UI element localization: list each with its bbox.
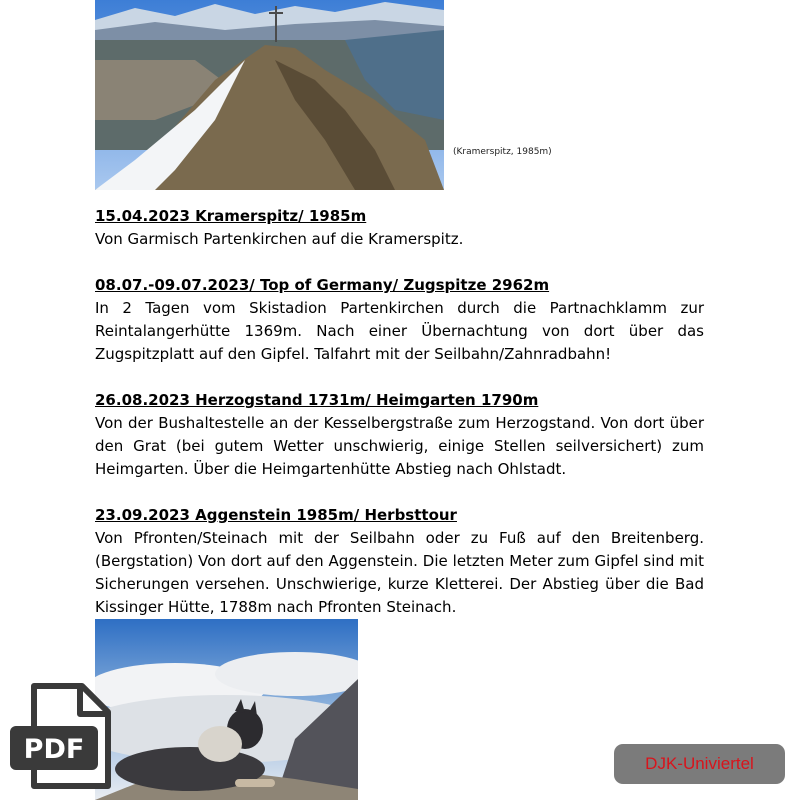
- pdf-label: PDF: [23, 734, 85, 765]
- tour-entry: [95, 504, 704, 619]
- tour-heading: 15.04.2023 Kramerspitz/ 1985m: [95, 207, 367, 225]
- tour-description: Von Garmisch Partenkirchen auf die Kramerspitz.: [95, 230, 464, 248]
- tour-heading: 23.09.2023 Aggenstein 1985m/ Herbsttour: [95, 506, 457, 524]
- photo-caption: (Kramerspitz, 1985m): [453, 147, 552, 157]
- tour-description: Von Pfronten/Steinach mit der Seilbahn oder zu Fuß auf den Breitenberg. (Bergstation) Von dort auf den Aggenstein. Die letzten Meter zum Gipfel sind mit Sicherungen versehen. Unschwierige, kurze Kletterei. Der Abstieg über die Bad Kissinger Hütte, 1788m nach Pfronten Steinach.: [95, 529, 704, 616]
- kramerspitz-photo: [95, 0, 444, 190]
- tour-description: In 2 Tagen vom Skistadion Partenkirchen durch die Partnachklamm zur Reintalangerhütte 1369m. Nach einer Übernachtung von dort über das Zugspitzplatt auf den Gipfel. Talfahrt mit der Seilbahn/Zahnradbahn!: [95, 299, 704, 363]
- tour-entry: [95, 389, 704, 481]
- djk-badge[interactable]: DJK-Univiertel: [614, 744, 785, 784]
- tour-heading: 08.07.-09.07.2023/ Top of Germany/ Zugspitze 2962m: [95, 276, 550, 294]
- tour-entry: [95, 274, 704, 366]
- tour-heading: 26.08.2023 Herzogstand 1731m/ Heimgarten 1790m: [95, 391, 539, 409]
- tour-entry: [95, 205, 704, 251]
- dog-photo: [95, 619, 358, 800]
- tour-description: Von der Bushaltestelle an der Kesselbergstraße zum Herzogstand. Von dort über den Grat (bei gutem Wetter unschwierig, einige Stellen seilversichert) zum Heimgarten. Über die Heimgartenhütte Abstieg nach Ohlstadt.: [95, 414, 704, 478]
- pdf-icon[interactable]: [8, 682, 112, 792]
